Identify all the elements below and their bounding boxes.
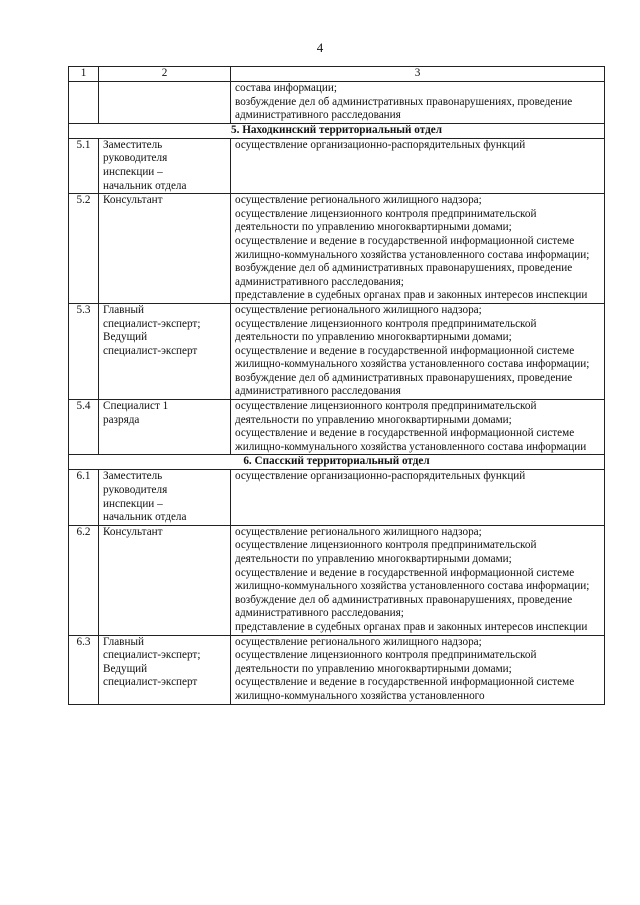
position-line: Специалист 1 (103, 400, 169, 413)
position-line: Главный (103, 635, 144, 648)
table-row (69, 470, 605, 525)
function-line: представление в судебных органах прав и законных интересов инспекции (235, 289, 588, 302)
function-line: осуществление и ведение в государственной информационной системе жилищно-коммунального хозяйства установленного состава информации; (235, 344, 590, 371)
function-line: осуществление организационно-распорядительных функций (235, 138, 526, 151)
position-line: специалист-эксперт; (103, 649, 201, 662)
position-line: разряда (103, 413, 140, 426)
function-line: возбуждение дел об административных правонарушениях, проведение административного расследования (235, 371, 573, 398)
row-position (99, 635, 231, 704)
row-number: 5.3 (69, 303, 99, 399)
row-position (99, 303, 231, 399)
position-line: руководителя (103, 484, 168, 497)
section-title: 5. Находкинский территориальный отдел (69, 123, 605, 138)
row-number: 5.1 (69, 138, 99, 193)
function-line: возбуждение дел об административных правонарушениях, проведение административного расследования (235, 95, 573, 122)
row-functions (231, 470, 605, 525)
table-row (69, 303, 605, 399)
position-line: Консультант (103, 525, 163, 538)
table-row (69, 400, 605, 455)
function-line: осуществление лицензионного контроля предпринимательской деятельности по управлению многоквартирными домами; (235, 649, 537, 675)
row-functions (231, 303, 605, 399)
function-line: осуществление и ведение в государственной информационной системе жилищно-коммунального хозяйства установленного состава информации; (235, 234, 590, 261)
row-functions (231, 400, 605, 455)
header-col-2: 2 (99, 67, 231, 82)
staff-functions-table (68, 66, 605, 705)
function-line: осуществление регионального жилищного надзора; (235, 303, 482, 316)
table-row (69, 635, 605, 704)
function-line: осуществление регионального жилищного надзора; (235, 635, 482, 648)
row-position (99, 470, 231, 525)
section-header-row (69, 455, 605, 470)
position-line: инспекции – (103, 497, 163, 510)
header-col-3: 3 (231, 67, 605, 82)
position-line: Ведущий (103, 331, 148, 344)
row-functions (231, 82, 605, 124)
table-row (69, 138, 605, 193)
function-line: осуществление и ведение в государственной информационной системе жилищно-коммунального хозяйства установленного состава информации; (235, 566, 590, 593)
row-number: 5.2 (69, 194, 99, 304)
position-line: Консультант (103, 194, 163, 207)
position-line: Ведущий (103, 662, 148, 675)
function-line: возбуждение дел об административных правонарушениях, проведение административного расследования; (235, 593, 573, 620)
function-line: состава информации; (235, 82, 337, 94)
row-position (99, 194, 231, 304)
position-line: Главный (103, 303, 144, 316)
row-position (99, 400, 231, 455)
position-line: Заместитель (103, 138, 163, 151)
table-row (69, 194, 605, 304)
row-number: 6.3 (69, 635, 99, 704)
function-line: осуществление организационно-распорядительных функций (235, 470, 526, 483)
position-line: начальник отдела (103, 179, 187, 192)
position-line: инспекции – (103, 165, 163, 178)
table-row (69, 525, 605, 635)
row-number: 6.2 (69, 525, 99, 635)
row-position (99, 525, 231, 635)
page-number: 4 (316, 40, 324, 55)
function-line: осуществление лицензионного контроля предпринимательской деятельности по управлению многоквартирными домами; (235, 539, 537, 565)
row-functions (231, 194, 605, 304)
section-title: 6. Спасский территориальный отдел (69, 455, 605, 470)
function-line: осуществление лицензионного контроля предпринимательской деятельности по управлению многоквартирными домами; (235, 317, 537, 344)
row-position (99, 82, 231, 124)
function-line: представление в судебных органах прав и законных интересов инспекции (235, 620, 588, 633)
row-number: 6.1 (69, 470, 99, 525)
position-line: специалист-эксперт (103, 344, 198, 357)
row-number: 5.4 (69, 400, 99, 455)
function-line: возбуждение дел об административных правонарушениях, проведение административного расследования; (235, 262, 573, 288)
row-position (99, 138, 231, 193)
row-functions (231, 138, 605, 193)
section-header-row (69, 123, 605, 138)
row-functions (231, 635, 605, 704)
function-line: осуществление и ведение в государственной информационной системе жилищно-коммунального хозяйства установленного состава информации (235, 427, 587, 453)
continued-row (69, 82, 605, 124)
position-line: руководителя (103, 152, 168, 165)
position-line: специалист-эксперт; (103, 317, 201, 330)
function-line: осуществление регионального жилищного надзора; (235, 194, 482, 207)
table-header-row (69, 67, 605, 82)
function-line: осуществление и ведение в государственной информационной системе жилищно-коммунального хозяйства установленного (235, 676, 575, 702)
position-line: Заместитель (103, 470, 163, 483)
row-number (69, 82, 99, 124)
function-line: осуществление регионального жилищного надзора; (235, 525, 482, 538)
function-line: осуществление лицензионного контроля предпринимательской деятельности по управлению многоквартирными домами; (235, 400, 537, 426)
function-line: осуществление лицензионного контроля предпринимательской деятельности по управлению многоквартирными домами; (235, 207, 537, 234)
table-body (69, 82, 605, 705)
header-col-1: 1 (69, 67, 99, 82)
position-line: начальник отдела (103, 511, 187, 524)
position-line: специалист-эксперт (103, 676, 198, 689)
row-functions (231, 525, 605, 635)
